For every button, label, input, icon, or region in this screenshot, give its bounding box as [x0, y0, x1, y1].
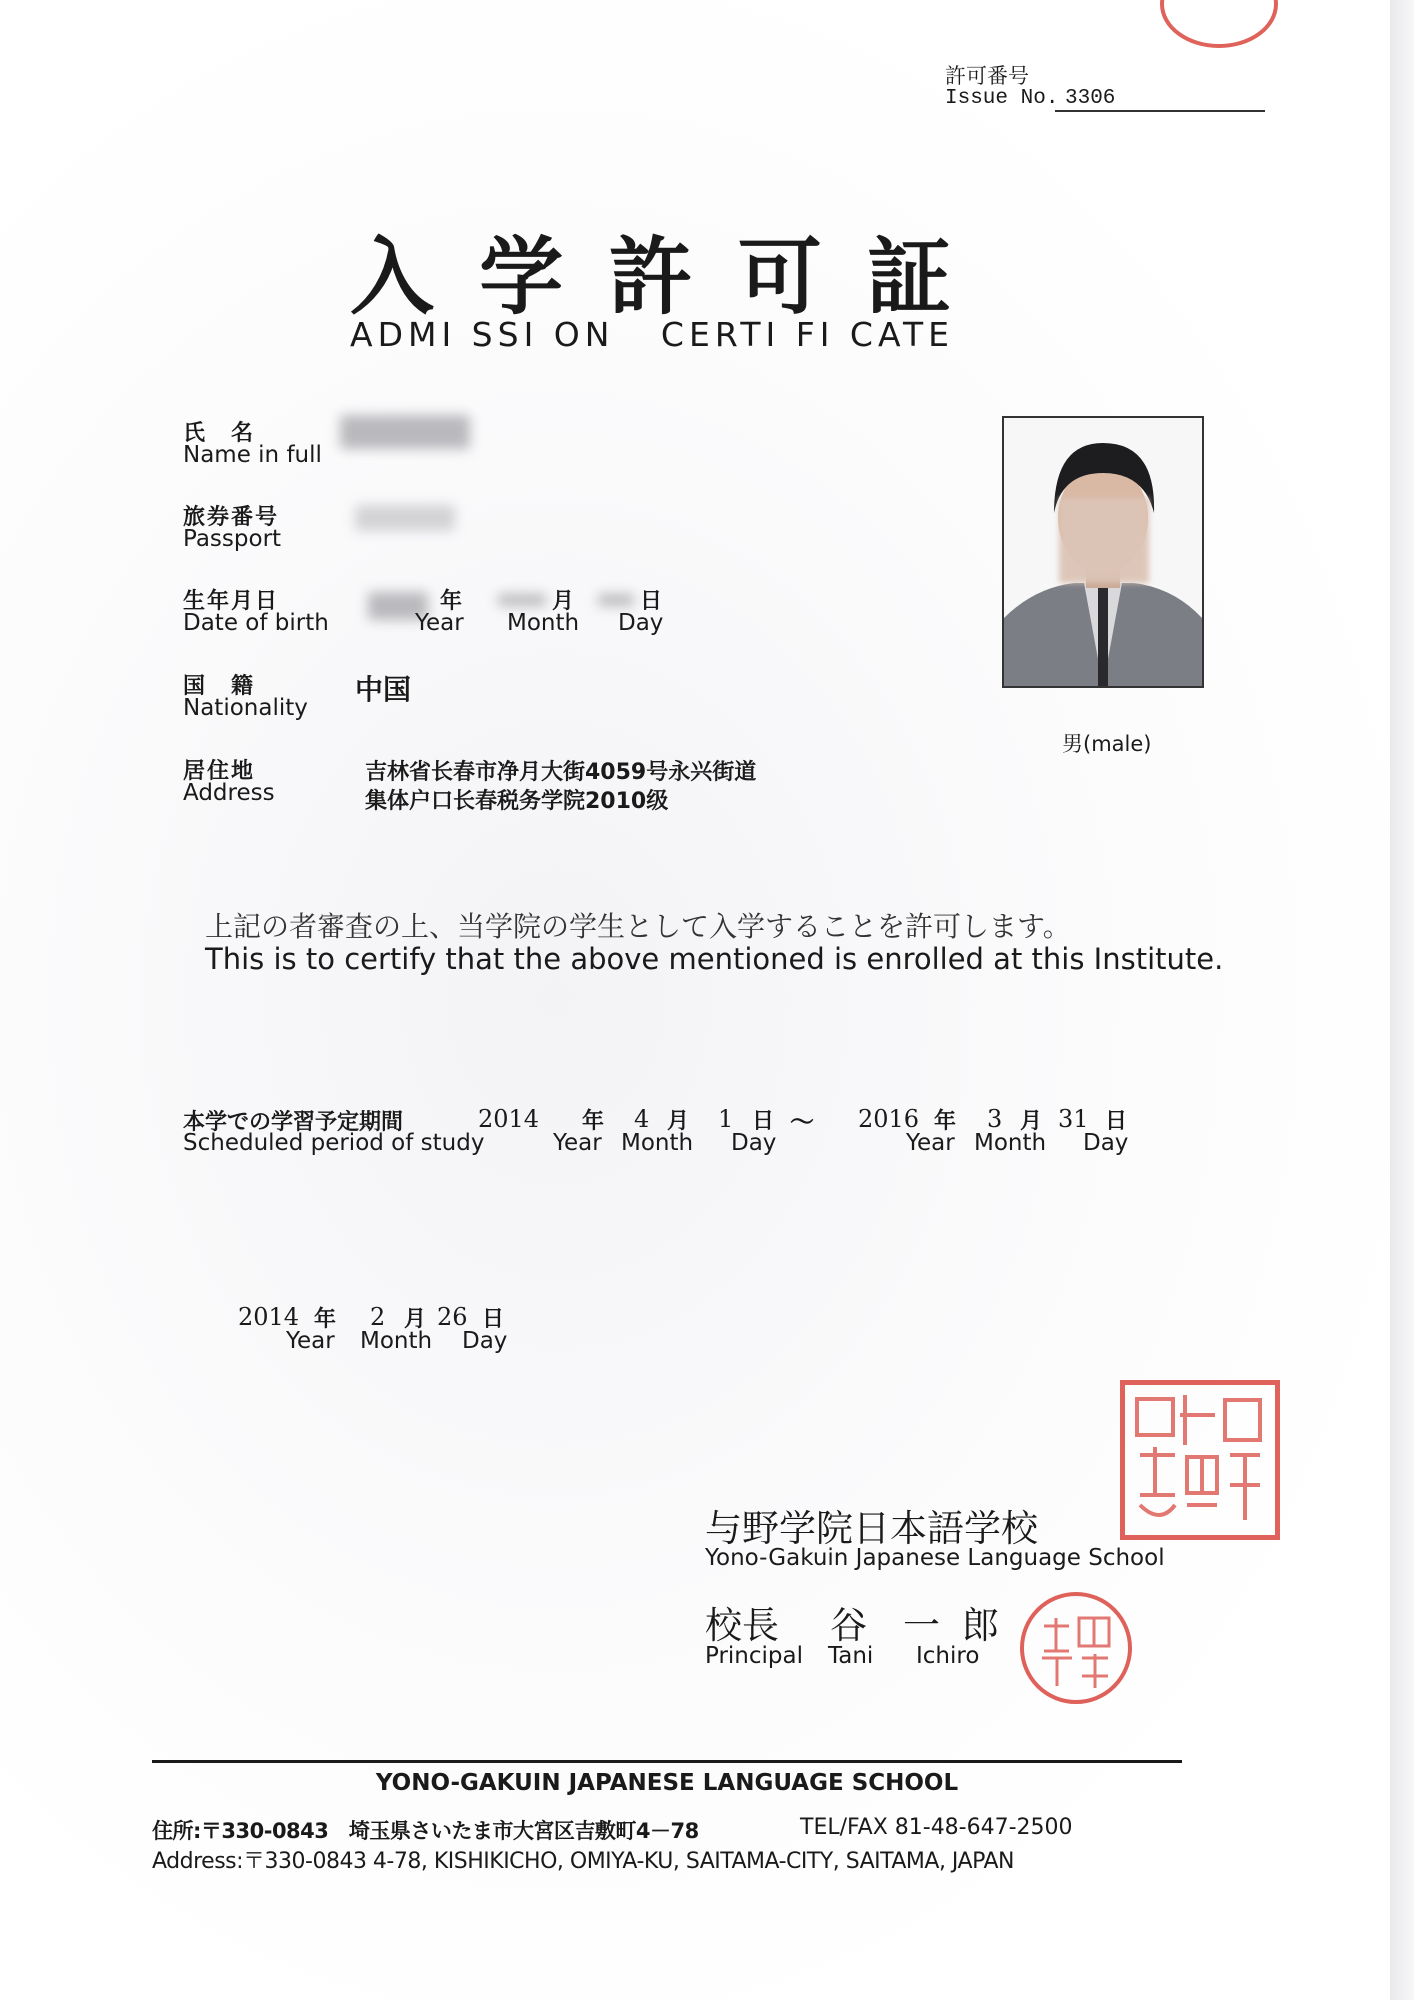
issue-number: 3306	[1055, 87, 1265, 112]
period-start-nichi: 日	[752, 1109, 777, 1134]
issue-date-year: 2014	[238, 1303, 300, 1331]
period-end-nichi: 日	[1105, 1109, 1130, 1134]
address-line-2: 集体户口长春税务学院2010级	[365, 789, 669, 814]
principal-given-ja: 一郎	[903, 1604, 1021, 1647]
period-start-month: 4	[634, 1105, 650, 1133]
name-redacted	[340, 415, 470, 449]
statement-en: This is to certify that the above mentioned is enrolled at this Institute.	[205, 942, 1224, 976]
footer-telfax: TEL/FAX 81-48-647-2500	[800, 1815, 1073, 1840]
statement-ja: 上記の者審査の上、当学院の学生として入学することを許可します。	[205, 910, 1071, 943]
address-line-1: 吉林省长春市净月大街4059号永兴街道	[365, 760, 757, 785]
period-end-month: 3	[987, 1105, 1003, 1133]
period-start-day: 1	[718, 1105, 734, 1133]
dob-day-redacted	[598, 594, 634, 606]
principal-title-ja: 校長	[705, 1604, 779, 1647]
address-label-ja: 居住地	[183, 759, 256, 784]
period-end-day-en: Day	[1083, 1130, 1129, 1156]
address-label-en: Address	[183, 780, 275, 806]
page-edge	[1390, 0, 1414, 2000]
dob-month-redacted	[498, 594, 546, 606]
principal-given-en: Ichiro	[916, 1643, 980, 1669]
nationality-label-en: Nationality	[183, 695, 308, 721]
round-seal-pattern	[1024, 1596, 1128, 1700]
issue-date-year-en: Year	[286, 1328, 335, 1354]
period-end-nen: 年	[934, 1109, 959, 1134]
issue-label-ja: 許可番号	[945, 64, 1029, 88]
nationality-value: 中国	[355, 673, 412, 706]
passport-redacted	[355, 505, 455, 531]
footer-school: YONO-GAKUIN JAPANESE LANGUAGE SCHOOL	[375, 1770, 959, 1796]
period-start-nen: 年	[582, 1109, 607, 1134]
seal-pattern	[1125, 1385, 1275, 1535]
name-label-ja: 氏 名	[183, 421, 256, 446]
period-start-year-en: Year	[553, 1130, 602, 1156]
footer-address-ja: 住所:〒330-0843 埼玉県さいたま市大宮区吉敷町4－78	[152, 1819, 699, 1843]
period-start-day-en: Day	[731, 1130, 777, 1156]
dob-day-ja: 日	[640, 589, 665, 614]
dob-month-ja: 月	[552, 589, 577, 614]
issue-date-nichi: 日	[482, 1307, 507, 1332]
dob-label-en: Date of birth	[183, 610, 329, 636]
dob-month-en: Month	[507, 610, 580, 636]
period-start-month-en: Month	[621, 1130, 694, 1156]
footer-rule	[152, 1760, 1182, 1763]
principal-surname-en: Tani	[828, 1643, 874, 1669]
issue-date-nen: 年	[314, 1307, 339, 1332]
dob-label-ja: 生年月日	[183, 589, 280, 614]
period-start-year: 2014	[478, 1105, 540, 1133]
passport-label-en: Passport	[183, 526, 282, 552]
applicant-photo	[1002, 416, 1204, 688]
period-start-gatsu: 月	[667, 1109, 692, 1134]
issue-label-en: Issue No.	[945, 87, 1059, 110]
period-end-day: 31	[1058, 1105, 1089, 1133]
period-end-month-en: Month	[974, 1130, 1047, 1156]
dob-year-en: Year	[415, 610, 464, 636]
issue-date-month-en: Month	[360, 1328, 433, 1354]
title-en: ADMI SSI ON CERTI FI CATE	[350, 315, 954, 354]
school-name-ja: 与野学院日本語学校	[705, 1507, 1038, 1550]
issue-date-month: 2	[370, 1303, 386, 1331]
issue-date-day: 26	[437, 1303, 468, 1331]
period-label-ja: 本学での学習予定期間	[183, 1110, 404, 1135]
title-ja: 入 学 許 可 証	[350, 228, 959, 326]
portrait-image	[1004, 418, 1202, 686]
period-tilde: ～	[790, 1108, 814, 1136]
principal-round-seal	[1020, 1592, 1132, 1704]
principal-title-en: Principal	[705, 1643, 804, 1669]
dob-day-en: Day	[618, 610, 664, 636]
principal-surname-ja: 谷	[830, 1604, 867, 1647]
passport-label-ja: 旅券番号	[183, 505, 280, 530]
footer-address-en: Address:〒330-0843 4-78, KISHIKICHO, OMIYA-KU, SAITAMA-CITY, SAITAMA, JAPAN	[152, 1849, 1014, 1874]
school-name-en: Yono-Gakuin Japanese Language School	[705, 1545, 1165, 1571]
period-end-gatsu: 月	[1020, 1109, 1045, 1134]
gender-label: 男(male)	[1062, 732, 1152, 756]
dob-year-ja: 年	[440, 589, 465, 614]
school-square-seal	[1120, 1380, 1280, 1540]
issue-date-gatsu: 月	[404, 1307, 429, 1332]
nationality-label-ja: 国 籍	[183, 674, 256, 699]
issue-date-day-en: Day	[462, 1328, 508, 1354]
period-label-en: Scheduled period of study	[183, 1130, 485, 1156]
period-end-year: 2016	[858, 1105, 920, 1133]
name-label-en: Name in full	[183, 442, 322, 468]
period-end-year-en: Year	[906, 1130, 955, 1156]
